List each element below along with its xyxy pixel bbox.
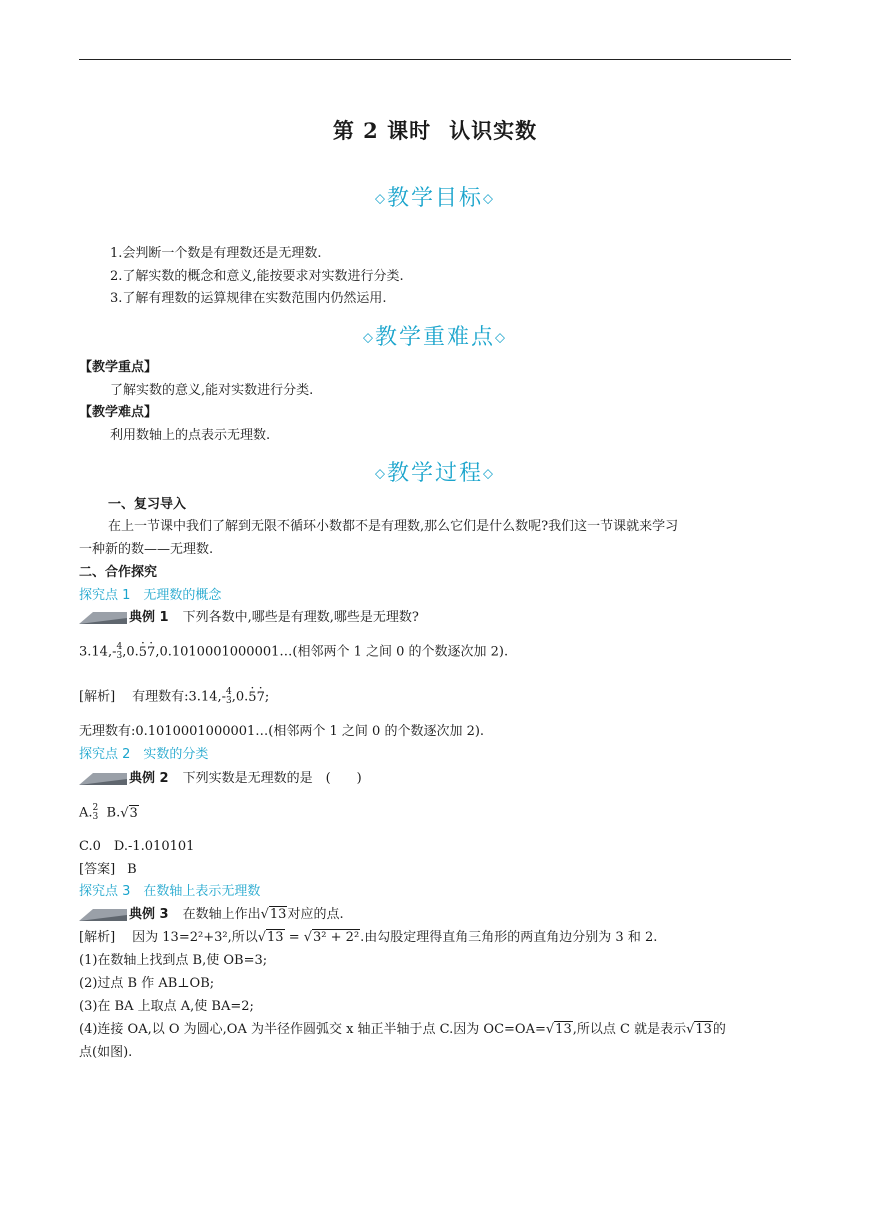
- radicand: 13: [267, 930, 284, 945]
- explore-point-1: 探究点 1 无理数的概念: [79, 588, 222, 603]
- example-tag-icon: [79, 612, 127, 624]
- fraction-denominator: 3: [116, 651, 123, 661]
- radicand: 13: [269, 907, 287, 922]
- example-1-irrational: 无理数有:0.1010001000001…(相邻两个 1 之间 0 的个数逐次加 2).: [79, 724, 485, 739]
- radicand: 13: [555, 1022, 572, 1037]
- repeating-digit: · 5: [248, 690, 256, 705]
- diamond-icon: ◇: [374, 191, 387, 207]
- repeating-digit: · 7: [147, 645, 155, 660]
- example-2-answer: [79, 861, 137, 879]
- step-1: (1)在数轴上找到点 B,使 OB=3;: [79, 953, 268, 968]
- diamond-icon: ◇: [483, 191, 495, 207]
- difficulty-label: 【教学难点】: [79, 405, 158, 420]
- review-text-line1: 在上一节课中我们了解到无限不循环小数都不是有理数,那么它们是什么数呢?我们这一节课就来学习: [108, 519, 679, 534]
- sqrt-13: √13: [545, 1022, 572, 1037]
- section-process-label: 教学过程: [386, 461, 483, 486]
- diamond-icon: ◇: [483, 466, 495, 482]
- sqrt-13: √13: [686, 1022, 712, 1037]
- lesson-number: 第 2 课时: [332, 118, 432, 143]
- explore-point-3: 探究点 3 在数轴上表示无理数: [79, 884, 261, 899]
- section-key-heading: [0, 320, 870, 351]
- step-3: (3)在 BA 上取点 A,使 BA=2;: [79, 999, 254, 1014]
- example-1-question: 下列各数中,哪些是有理数,哪些是无理数?: [182, 610, 419, 625]
- sqrt-3: √3: [120, 805, 138, 821]
- sqrt-13: √13: [260, 907, 287, 922]
- fraction-2-3: [93, 804, 99, 822]
- diamond-icon: ◇: [362, 330, 375, 346]
- goal-3: 3.了解有理数的运算规律在实数范围内仍然运用.: [110, 291, 387, 306]
- example-3-label: 典例 3: [129, 907, 169, 922]
- example-2-options-ab: [79, 804, 139, 823]
- example-1-numbers: [79, 643, 508, 662]
- explore-point-2: 探究点 2 实数的分类: [79, 747, 209, 762]
- sqrt-sum: √3² + 2²: [303, 930, 360, 945]
- diamond-icon: ◇: [374, 466, 387, 482]
- example-tag-icon: [79, 773, 127, 785]
- numbers-part: ,0.1010001000001…(相邻两个 1 之间 0 的个数逐次加 2).: [155, 644, 509, 660]
- explore-heading: 二、合作探究: [79, 565, 158, 580]
- example-1-analysis: [79, 688, 269, 707]
- equals-sign: =: [284, 930, 304, 945]
- analysis-label: [解析]: [79, 689, 116, 705]
- fraction-numerator: 4: [116, 642, 123, 652]
- lesson-title: 认识实数: [449, 118, 538, 143]
- review-heading: 一、复习导入: [108, 497, 187, 512]
- fraction-numerator: 4: [226, 687, 232, 697]
- numbers-part: ,0.: [231, 689, 249, 705]
- example-2-line: [79, 770, 362, 788]
- analysis-text: 因为 13=2²+3²,所以: [132, 930, 258, 945]
- option-b: B.: [106, 805, 121, 821]
- header-rule: [79, 59, 791, 60]
- example-3-question: 对应的点.: [287, 907, 344, 922]
- example-tag-icon: [79, 909, 127, 921]
- example-2-question: 下列实数是无理数的是 ( ): [182, 771, 362, 786]
- sqrt-13: √13: [257, 930, 284, 945]
- example-1-line: [79, 609, 419, 627]
- example-3-line: [79, 906, 344, 924]
- review-text-line2: 一种新的数——无理数.: [79, 542, 214, 557]
- rational-list: 有理数有:3.14,-: [132, 689, 227, 705]
- diamond-icon: ◇: [495, 330, 507, 346]
- section-process-heading: [0, 456, 870, 487]
- goal-1: 1.会判断一个数是有理数还是无理数.: [110, 246, 322, 261]
- radicand: 3² + 2²: [313, 930, 360, 945]
- fraction-numerator: 2: [92, 803, 99, 813]
- example-1-label: 典例 1: [129, 610, 169, 625]
- step-4-text: 的: [712, 1022, 726, 1037]
- numbers-part: ,0.: [122, 644, 139, 660]
- example-3-analysis: [79, 929, 657, 947]
- repeating-digit: · 5: [139, 645, 147, 660]
- section-goals-label: 教学目标: [386, 186, 483, 211]
- radicand: 13: [695, 1022, 712, 1037]
- answer-label: [答案]: [79, 862, 116, 877]
- option-a: A.: [79, 805, 93, 821]
- step-4: [79, 1021, 726, 1039]
- goal-2: 2.了解实数的概念和意义,能按要求对实数进行分类.: [110, 269, 404, 284]
- step-4-continued: 点(如图).: [79, 1045, 133, 1060]
- repeating-digit: · 7: [257, 690, 265, 705]
- focus-text: 了解实数的意义,能对实数进行分类.: [110, 383, 314, 398]
- radicand: 3: [129, 805, 138, 821]
- focus-label: 【教学重点】: [79, 360, 158, 375]
- page-title: [0, 115, 870, 145]
- fraction-denominator: 3: [226, 696, 232, 706]
- step-4-text: ,所以点 C 就是表示: [572, 1022, 687, 1037]
- analysis-text: .由勾股定理得直角三角形的两直角边分别为 3 和 2.: [360, 930, 658, 945]
- numbers-part: ;: [264, 689, 270, 705]
- section-goals-heading: [0, 181, 870, 212]
- step-2: (2)过点 B 作 AB⊥OB;: [79, 976, 215, 991]
- analysis-label: [解析]: [79, 930, 116, 945]
- difficulty-text: 利用数轴上的点表示无理数.: [110, 428, 271, 443]
- section-key-label: 教学重难点: [374, 325, 495, 350]
- answer-value: B: [127, 862, 137, 877]
- example-3-question: 在数轴上作出: [182, 907, 261, 922]
- example-2-options-cd: C.0 D.-1.010101: [79, 839, 195, 854]
- fraction-denominator: 3: [92, 812, 99, 822]
- example-2-label: 典例 2: [129, 771, 169, 786]
- numbers-part: 3.14,-: [79, 644, 117, 660]
- step-4-text: (4)连接 OA,以 O 为圆心,OA 为半径作圆弧交 x 轴正半轴于点 C.因为 OC=OA=: [79, 1022, 546, 1037]
